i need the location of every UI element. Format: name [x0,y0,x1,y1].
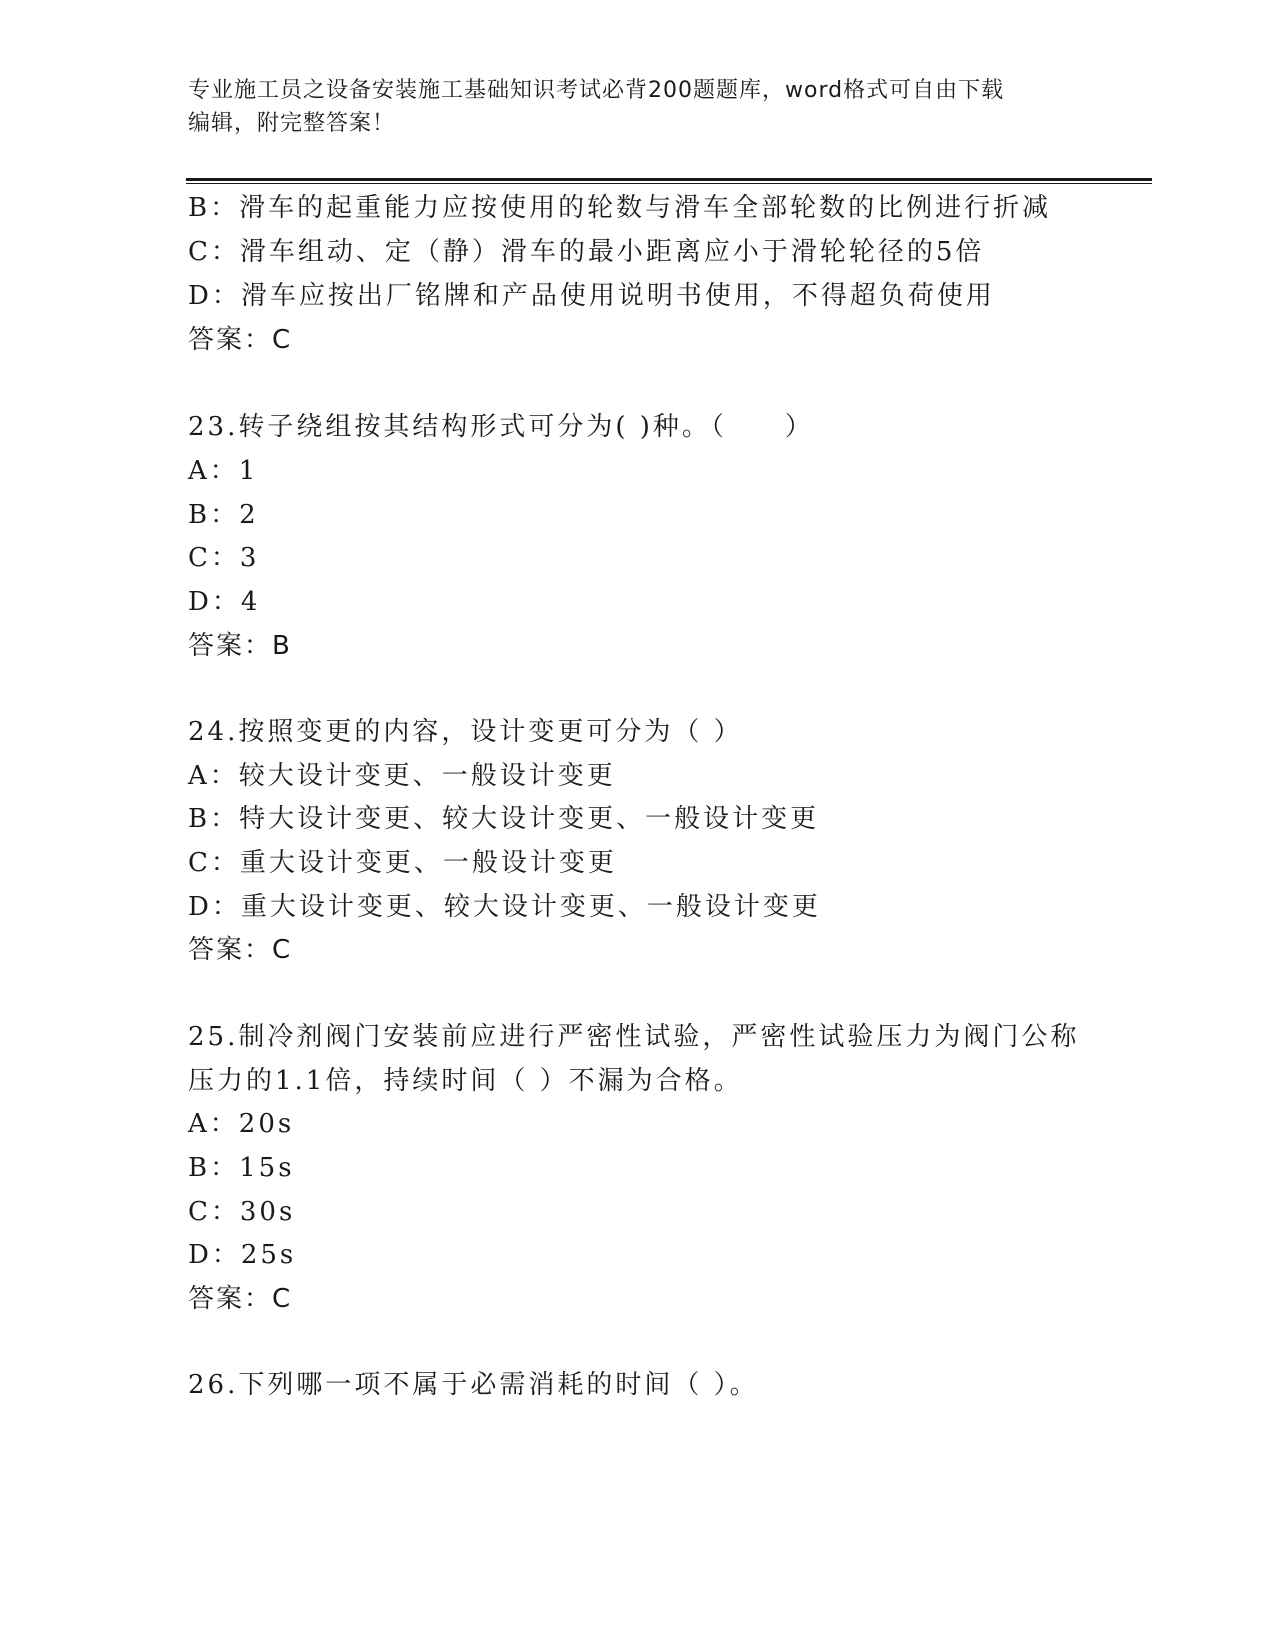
q22-option-d: D：滑车应按出厂铭牌和产品使用说明书使用，不得超负荷使用 [188,281,995,311]
q24-stem: 24.按照变更的内容，设计变更可分为（ ） [188,717,743,747]
q24-answer: 答案：C [188,935,293,965]
q22-option-b: B：滑车的起重能力应按使用的轮数与滑车全部轮数的比例进行折减 [188,193,1052,223]
q25-option-c: C：30s [188,1197,296,1227]
q23-stem: 23.转子绕组按其结构形式可分为( )种。（ ） [188,412,814,442]
header-divider-thick [186,178,1152,181]
q23-option-c: C：3 [188,543,260,573]
q23-option-d: D：4 [188,587,261,617]
document-header [188,74,1068,140]
q25-stem-line1: 25.制冷剂阀门安装前应进行严密性试验，严密性试验压力为阀门公称 [188,1022,1080,1052]
header-title-line2: 编辑，附完整答案！ [188,111,396,136]
q24-option-d: D：重大设计变更、较大设计变更、一般设计变更 [188,892,821,922]
q26-stem: 26.下列哪一项不属于必需消耗的时间（ ）。 [188,1370,759,1400]
q25-answer: 答案：C [188,1284,293,1314]
q25-stem-line2: 压力的1.1倍，持续时间（ ）不漏为合格。 [188,1066,743,1096]
header-title-line1: 专业施工员之设备安装施工基础知识考试必背200题题库，word格式可自由下载 [188,78,1005,103]
q25-option-a: A：20s [188,1109,295,1139]
q22-option-c: C：滑车组动、定（静）滑车的最小距离应小于滑轮轮径的5倍 [188,237,985,267]
q24-option-a: A：较大设计变更、一般设计变更 [188,761,616,791]
q22-answer: 答案：C [188,325,293,355]
q23-option-b: B：2 [188,500,259,530]
q24-option-b: B：特大设计变更、较大设计变更、一般设计变更 [188,804,820,834]
q25-option-d: D：25s [188,1240,297,1270]
q25-option-b: B：15s [188,1153,295,1183]
q23-option-a: A：1 [188,456,259,486]
q23-answer: 答案：B [188,631,292,661]
header-divider-thin [186,183,1152,184]
q24-option-c: C：重大设计变更、一般设计变更 [188,848,617,878]
